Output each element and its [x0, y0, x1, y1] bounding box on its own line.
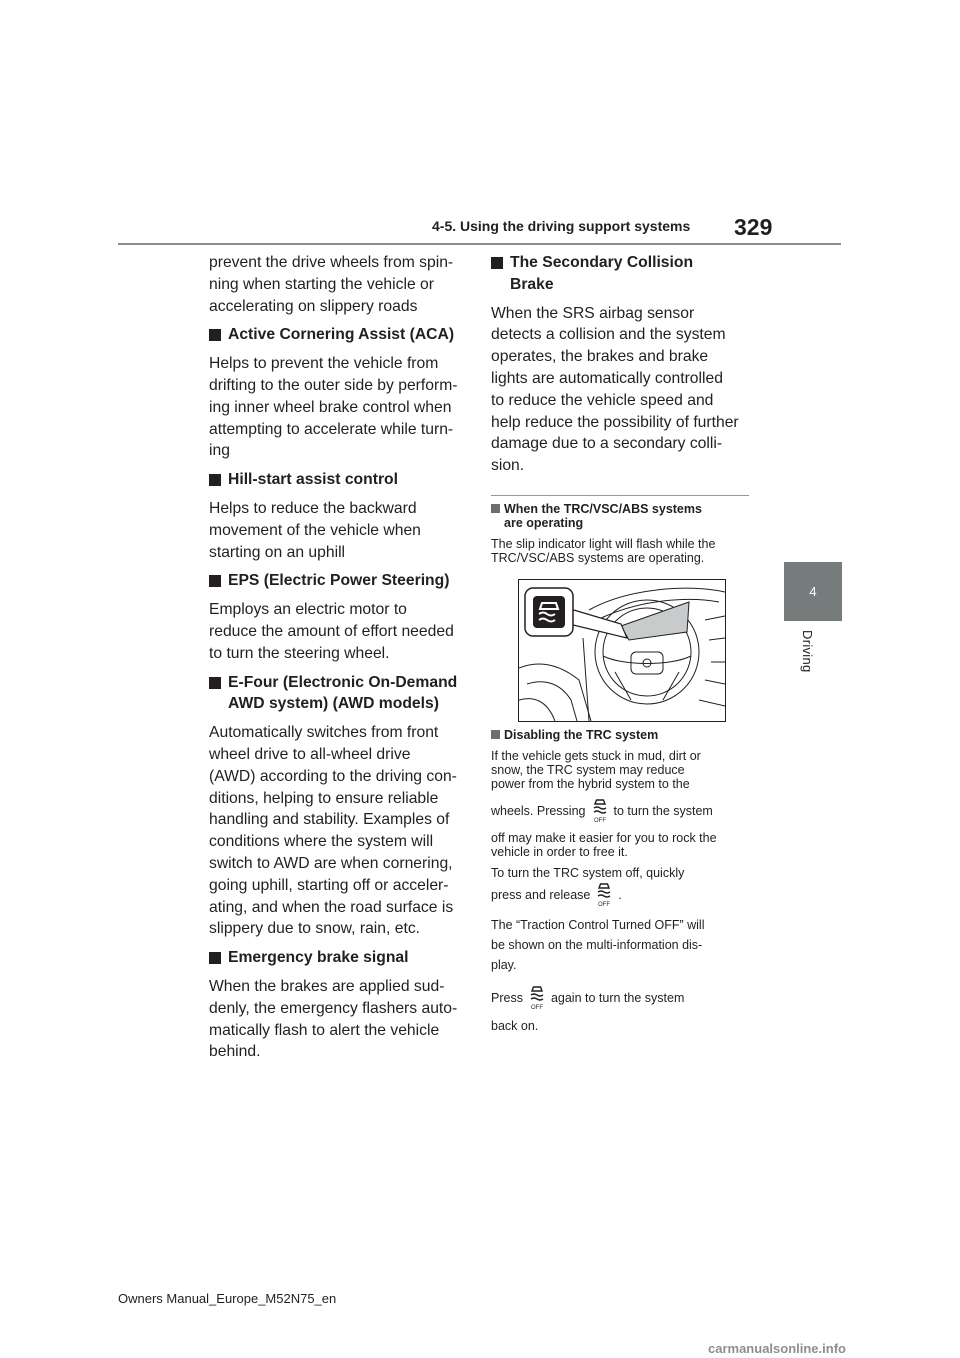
trc-off-icon — [589, 798, 611, 824]
watermark-text: carmanualsonline.info — [708, 1341, 846, 1356]
svg-text:OFF: OFF — [598, 901, 611, 908]
paragraph-disabling-1: If the vehicle gets stuck in mud, dirt or snow, the TRC system may reduce power from the hybrid system to the — [491, 748, 701, 791]
dashboard-illustration — [518, 579, 726, 722]
press-again-line: Press OFF again to turn the system — [491, 985, 753, 1011]
heading-trc-operating: When the TRC/VSC/ABS systems are operating — [491, 502, 753, 530]
chapter-label: Driving — [800, 630, 815, 673]
back-on-line: back on. — [491, 1018, 539, 1033]
heading-disabling-trc: Disabling the TRC system — [491, 728, 753, 742]
pressing-line: wheels. Pressing OFF to turn the system — [491, 798, 753, 824]
quick-line: To turn the TRC system off, quickly — [491, 865, 685, 880]
notes-divider — [491, 495, 749, 496]
intro-paragraph: prevent the drive wheels from spin- ning when starting the vehicle or accelerating on slippery roads — [209, 254, 454, 315]
gauge-highlight — [621, 602, 689, 640]
trc-off-icon — [593, 882, 615, 908]
paragraph-eps: Employs an electric motor to reduce the amount of effort needed to turn the steering wheel. — [209, 601, 454, 662]
paragraph-emergency-brake: When the brakes are applied sud- denly, the emergency flashers auto- matically flash to alert the vehicle behind. — [209, 977, 458, 1061]
svg-text:OFF: OFF — [593, 817, 606, 824]
heading-emergency-brake: Emergency brake signal — [209, 947, 471, 969]
heading-aca: Active Cornering Assist (ACA) — [209, 324, 471, 346]
paragraph-disabling-2: off may make it easier for you to rock the vehicle in order to free it. — [491, 830, 717, 859]
paragraph-disabling-3: The “Traction Control Turned OFF” will be shown on the multi-information dis- play. — [491, 917, 705, 972]
chapter-tab — [784, 562, 842, 621]
right-column — [491, 252, 753, 1040]
release-line: press and release OFF . — [491, 882, 753, 908]
page-number: 329 — [734, 214, 773, 240]
trc-off-icon — [526, 985, 548, 1011]
heading-eps: EPS (Electric Power Steering) — [209, 570, 471, 592]
header-divider — [118, 243, 841, 245]
left-column — [209, 252, 471, 1070]
paragraph-aca: Helps to prevent the vehicle from drifting to the outer side by perform- ing inner wheel brake control when attempting to accelerate while turn- ing — [209, 355, 458, 460]
svg-text:OFF: OFF — [530, 1004, 543, 1011]
paragraph-hill-start: Helps to reduce the backward movement of the vehicle when starting on an uphill — [209, 499, 421, 561]
section-title: 4-5. Using the driving support systems — [432, 218, 691, 234]
heading-e-four: E-Four (Electronic On-Demand AWD system) (AWD models) — [209, 672, 471, 716]
paragraph-e-four: Automatically switches from front wheel drive to all-wheel drive (AWD) according to the driving con- ditions, helping to ensure reliable handling and stability. Examples of conditions where the system will switch to AWD are when cornering, going uphill, starting off or acceler- ating, and when the road surface is slippery due to snow, rain, etc. — [209, 724, 457, 938]
dashboard-drawing — [519, 580, 725, 721]
heading-secondary-collision-brake: The Secondary Collision Brake — [491, 252, 753, 296]
paragraph-secondary-collision-brake: When the SRS airbag sensor detects a collision and the system operates, the brakes and brake lights are automatically controlled to reduce the vehicle speed and help reduce the possibility of further damage due to a secondary colli- sion. — [491, 304, 739, 475]
heading-hill-start: Hill-start assist control — [209, 469, 471, 491]
paragraph-trc-operating: The slip indicator light will flash while the TRC/VSC/ABS systems are operating. — [491, 536, 716, 565]
footer-text: Owners Manual_Europe_M52N75_en — [118, 1291, 337, 1306]
chapter-number: 4 — [809, 584, 817, 599]
